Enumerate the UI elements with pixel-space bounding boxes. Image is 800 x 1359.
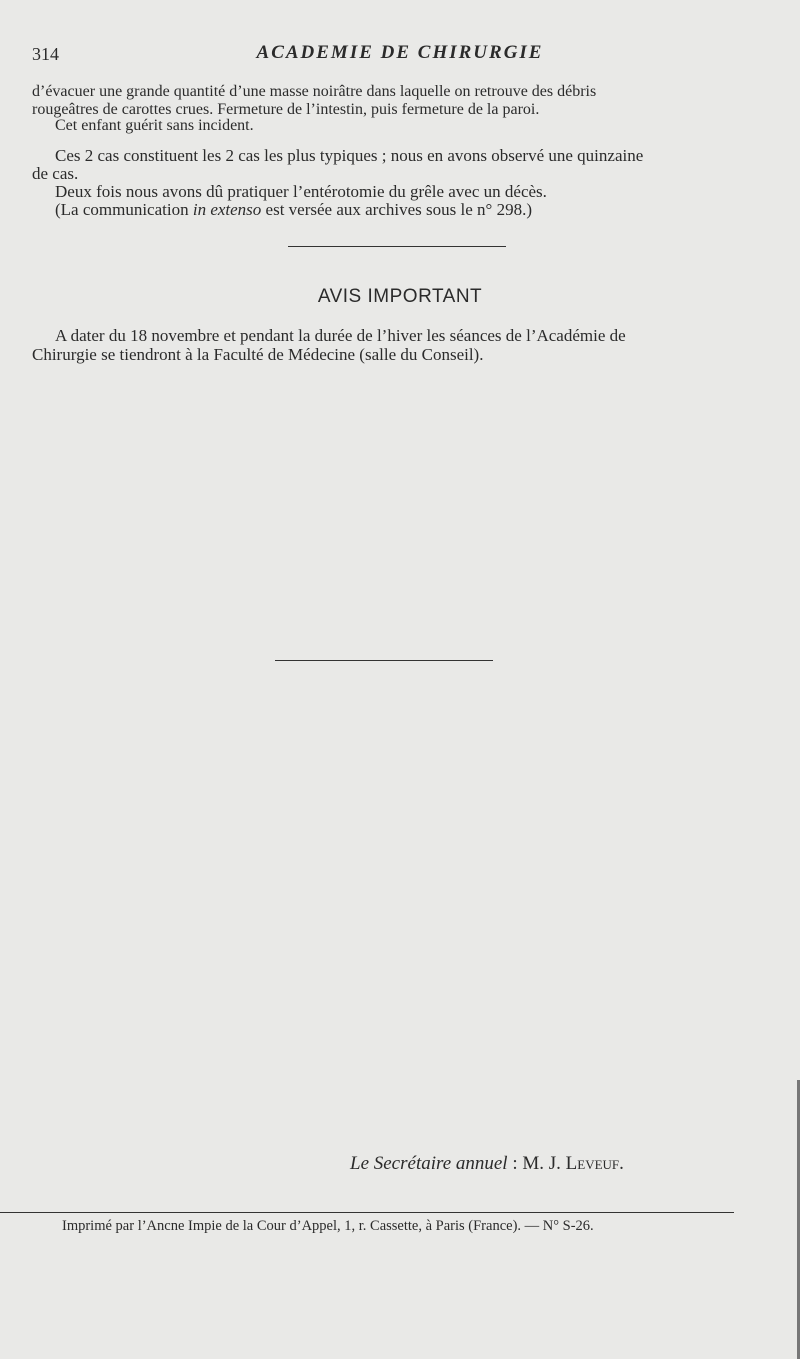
body-line: Deux fois nous avons dû pratiquer l’entérotomie du grêle avec un décès.: [55, 182, 547, 201]
running-title: ACADEMIE DE CHIRURGIE: [256, 42, 544, 63]
body-line: rougeâtres de carottes crues. Fermeture de l’intestin, puis fermeture de la paroi.: [32, 101, 540, 118]
body-line: d’évacuer une grande quantité d’une masse noirâtre dans laquelle on retrouve des débris: [32, 83, 597, 100]
signature-surname: Leveuf.: [565, 1153, 624, 1174]
footer-rule: [0, 1212, 734, 1213]
signature-separator: :: [507, 1153, 523, 1174]
printer-imprint: Imprimé par l’Ancne Impie de la Cour d’Appel, 1, r. Cassette, à Paris (France). — N° S-26.: [62, 1218, 594, 1234]
communication-prefix: (La communication: [55, 200, 193, 219]
body-line: de cas.: [32, 164, 79, 183]
page-number: 314: [32, 44, 59, 64]
signature-name-prefix: M. J.: [522, 1153, 566, 1174]
divider-rule: [275, 660, 493, 661]
divider-rule: [288, 246, 506, 247]
body-line: Ces 2 cas constituent les 2 cas les plus typiques ; nous en avons observé une quinzaine: [55, 146, 644, 165]
communication-italic: in extenso: [192, 200, 262, 219]
notice-line: Chirurgie se tiendront à la Faculté de Médecine (salle du Conseil).: [32, 345, 484, 364]
signature-role: Le Secrétaire annuel: [350, 1153, 508, 1174]
signature: [350, 1153, 624, 1175]
communication-suffix: est versée aux archives sous le n° 298.): [261, 200, 532, 219]
notice-line: A dater du 18 novembre et pendant la durée de l’hiver les séances de l’Académie de: [55, 326, 626, 345]
notice-title: AVIS IMPORTANT: [317, 286, 483, 307]
communication-note: [55, 200, 532, 220]
body-line: Cet enfant guérit sans incident.: [55, 117, 254, 134]
